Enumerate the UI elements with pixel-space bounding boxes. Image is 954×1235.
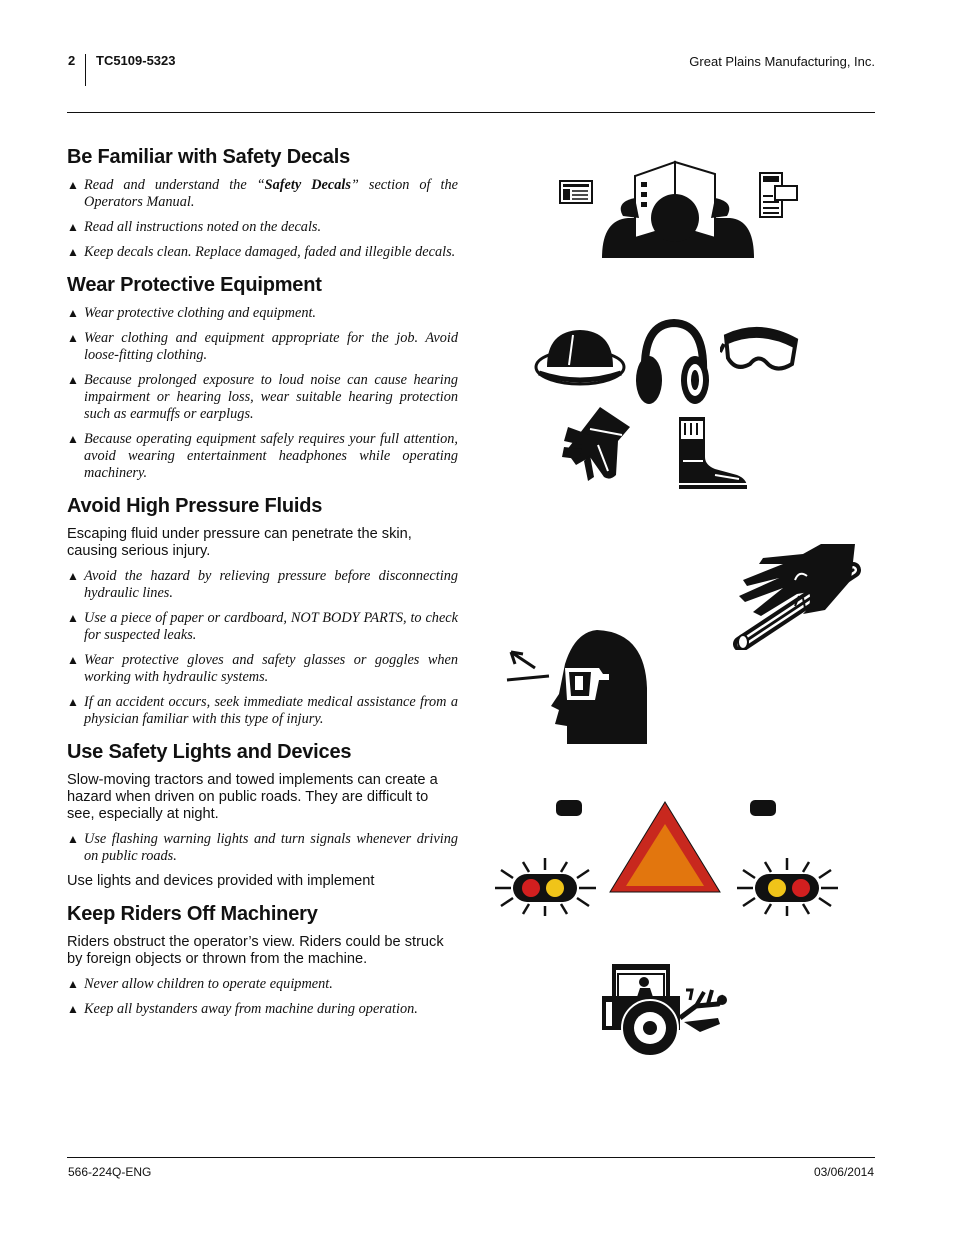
bullet-text: Use a piece of paper or cardboard, NOT BODY PARTS, to check for suspected leaks.: [84, 610, 458, 643]
triangle-bullet-icon: ▲: [67, 306, 79, 320]
section-intro: Riders obstruct the operator’s view. Riders could be struck by foreign objects or thrown from the machine.: [67, 934, 444, 967]
section-riders: [67, 903, 458, 1018]
section-title: Use Safety Lights and Devices: [67, 741, 352, 763]
goggles-icon: [720, 318, 800, 378]
company-name: Great Plains Manufacturing, Inc.: [689, 54, 875, 69]
content-column: [67, 146, 458, 1031]
bullet-item: [67, 305, 458, 322]
triangle-bullet-icon: ▲: [67, 977, 79, 991]
bullet-item: [67, 694, 458, 728]
section-title: Wear Protective Equipment: [67, 274, 322, 296]
bullet-text: Because operating equipment safely requires your full attention, avoid wearing entertainment headphones while operating machinery.: [84, 431, 458, 481]
bullet-text: ” section of the Operators Manual.: [84, 177, 458, 210]
smv-emblem-icon: [608, 800, 722, 896]
warning-light-icon: [493, 858, 598, 916]
triangle-bullet-icon: ▲: [67, 432, 79, 446]
bullet-item: [67, 1001, 458, 1018]
triangle-bullet-icon: ▲: [67, 245, 79, 259]
section-title: Keep Riders Off Machinery: [67, 903, 318, 925]
header-divider: [85, 54, 86, 86]
section-intro: Escaping fluid under pressure can penetrate the skin, causing serious injury.: [67, 526, 412, 559]
hard-hat-icon: [533, 325, 628, 387]
bullet-bold-text: Safety Decals: [264, 177, 351, 193]
section-title: Avoid High Pressure Fluids: [67, 495, 323, 517]
section-title: Be Familiar with Safety Decals: [67, 146, 351, 168]
bullet-text: Wear protective gloves and safety glasses or goggles when working with hydraulic systems.: [84, 652, 458, 685]
bullet-item: [67, 831, 458, 865]
bullet-text: Keep all bystanders away from machine during operation.: [84, 1001, 418, 1017]
section-intro: Slow-moving tractors and towed implements can create a hazard when driven on public roads. They are difficult to see, especially at night.: [67, 772, 438, 822]
earmuffs-icon: [633, 318, 715, 408]
triangle-bullet-icon: ▲: [67, 373, 79, 387]
bullet-item: [67, 431, 458, 482]
light-lens-icon: [750, 800, 776, 816]
bullet-item: [67, 372, 458, 423]
hand-leak-icon: [733, 540, 865, 650]
triangle-bullet-icon: ▲: [67, 653, 79, 667]
bullet-text: If an accident occurs, seek immediate medical assistance from a physician familiar with this type of injury.: [84, 694, 458, 727]
bullet-text: Avoid the hazard by relieving pressure before disconnecting hydraulic lines.: [84, 568, 458, 601]
section-lights: [67, 741, 458, 890]
boot-icon: [675, 413, 750, 491]
part-number: 566-224Q-ENG: [68, 1165, 152, 1179]
header-rule: [67, 112, 875, 113]
bullet-item: [67, 177, 458, 211]
bullet-item: [67, 244, 458, 261]
bullet-item: [67, 219, 458, 236]
manual-reader-icon: [555, 158, 805, 260]
bullet-text: Read and understand the “: [84, 177, 265, 193]
bullet-text: Because prolonged exposure to loud noise can cause hearing impairment or hearing loss, wear suitable hearing protection such as earmuffs or earplugs.: [84, 372, 458, 422]
bullet-item: [67, 976, 458, 993]
triangle-bullet-icon: ▲: [67, 695, 79, 709]
section-decals: [67, 146, 458, 261]
page-number: 2: [68, 53, 76, 68]
triangle-bullet-icon: ▲: [67, 611, 79, 625]
tractor-rider-icon: [600, 962, 732, 1060]
light-lens-icon: [556, 800, 582, 816]
bullet-item: [67, 568, 458, 602]
triangle-bullet-icon: ▲: [67, 832, 79, 846]
bullet-text: Wear protective clothing and equipment.: [84, 305, 317, 321]
bullet-text: Keep decals clean. Replace damaged, faded and illegible decals.: [84, 244, 456, 260]
triangle-bullet-icon: ▲: [67, 331, 79, 345]
section-outro: Use lights and devices provided with implement: [67, 873, 375, 889]
bullet-text: Use flashing warning lights and turn signals whenever driving on public roads.: [84, 831, 458, 864]
bullet-item: [67, 610, 458, 644]
footer-rule: [67, 1157, 875, 1158]
bullet-text: Never allow children to operate equipment.: [84, 976, 333, 992]
warning-light-icon: [735, 858, 840, 916]
triangle-bullet-icon: ▲: [67, 569, 79, 583]
bullet-item: [67, 330, 458, 364]
face-glasses-icon: [505, 628, 650, 746]
bullet-item: [67, 652, 458, 686]
doc-code: TC5109-5323: [96, 53, 176, 68]
bullet-text: Read all instructions noted on the decals.: [84, 219, 322, 235]
gloves-icon: [560, 405, 635, 483]
section-equipment: [67, 274, 458, 482]
bullet-text: Wear clothing and equipment appropriate for the job. Avoid loose-fitting clothing.: [84, 330, 458, 363]
triangle-bullet-icon: ▲: [67, 178, 79, 192]
footer-date: 03/06/2014: [813, 1165, 874, 1179]
section-fluids: [67, 495, 458, 728]
triangle-bullet-icon: ▲: [67, 1002, 79, 1016]
triangle-bullet-icon: ▲: [67, 220, 79, 234]
